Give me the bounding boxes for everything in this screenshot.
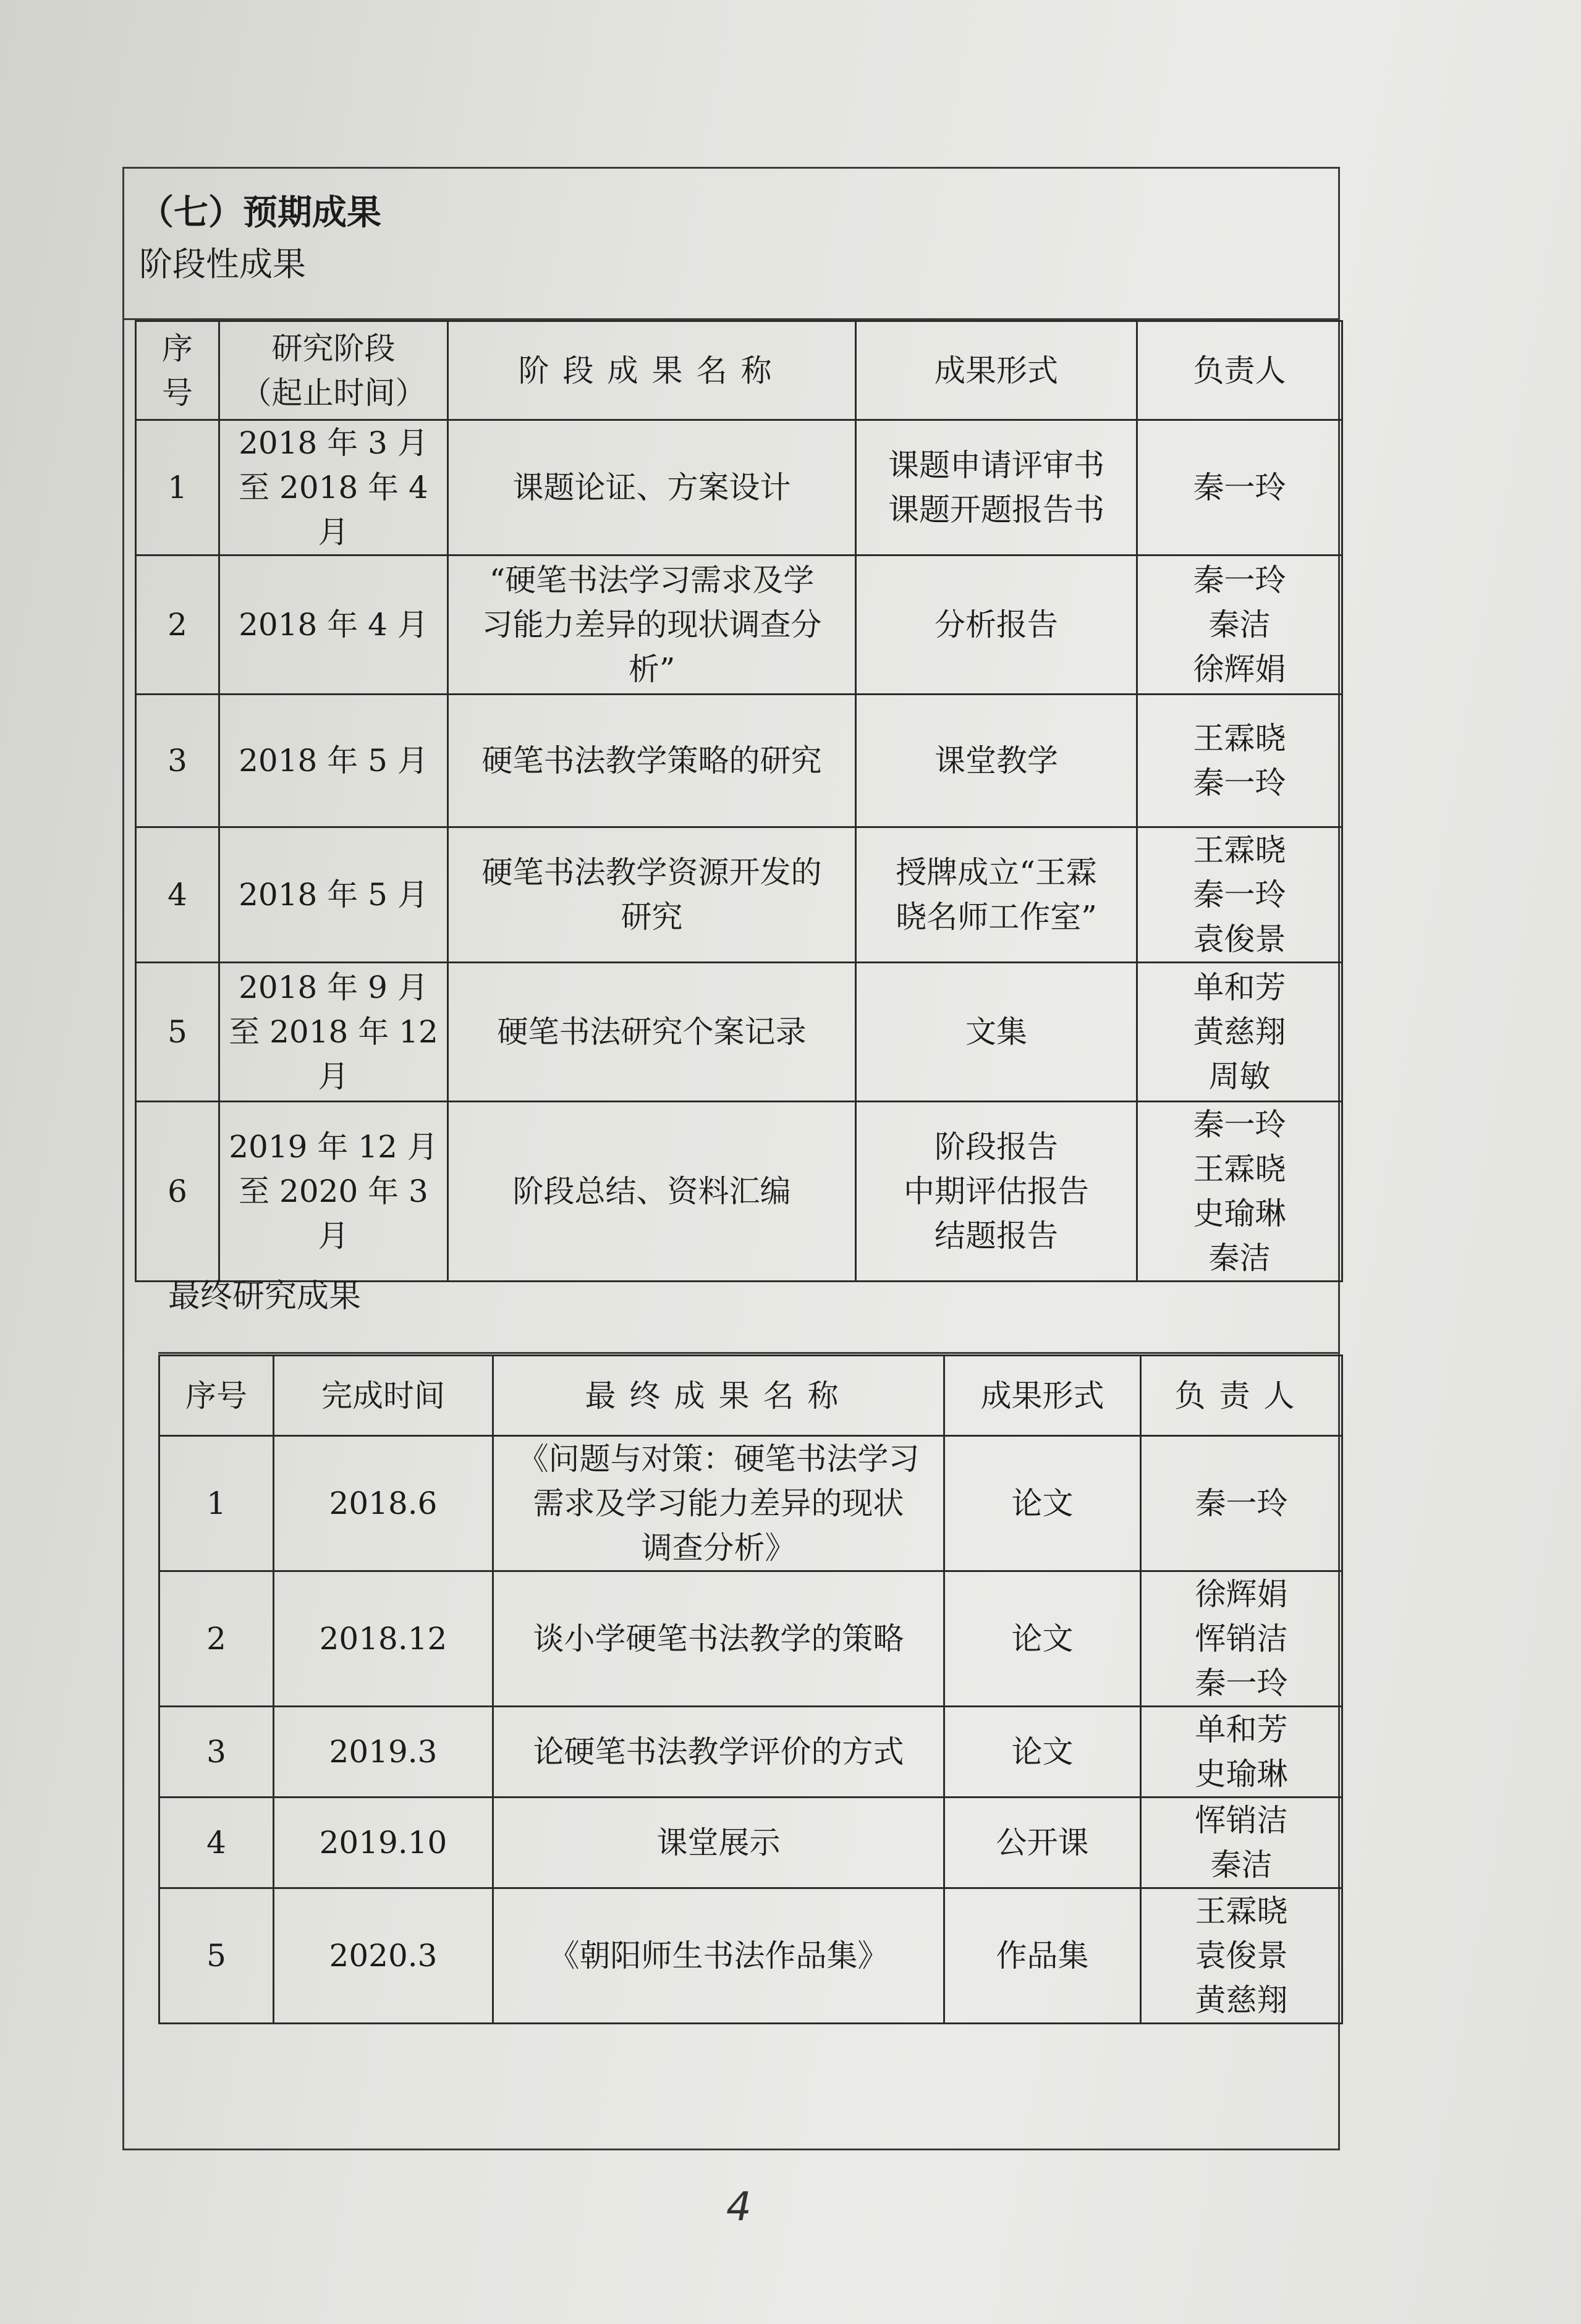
cell-result-name: “硬笔书法学习需求及学 习能力差异的现状调查分 析” [448, 556, 856, 695]
table-row [159, 1707, 1342, 1798]
header-result-form: 成果形式 [944, 1356, 1141, 1436]
cell-period: 2018 年 5 月 [219, 827, 448, 963]
cell-result-name: 硬笔书法教学策略的研究 [448, 695, 856, 827]
cell-result-form: 课题申请评审书 课题开题报告书 [856, 420, 1137, 556]
table-row [136, 963, 1342, 1102]
cell-owner: 秦一玲 秦洁 徐辉娟 [1137, 556, 1342, 695]
table-row [159, 1436, 1342, 1571]
cell-result-name: 谈小学硬笔书法教学的策略 [493, 1571, 944, 1707]
cell-owner: 秦一玲 王霖晓 史瑜琳 秦洁 [1137, 1102, 1342, 1282]
cell-period: 2018 年 9 月 至 2018 年 12 月 [219, 963, 448, 1102]
cell-seq: 5 [136, 963, 219, 1102]
cell-result-name: 《朝阳师生书法作品集》 [493, 1888, 944, 2024]
cell-date: 2019.10 [274, 1798, 493, 1888]
header-period: 研究阶段 （起止时间） [219, 321, 448, 420]
cell-owner: 恽销洁 秦洁 [1141, 1798, 1342, 1888]
cell-seq: 4 [136, 827, 219, 963]
cell-seq: 4 [159, 1798, 274, 1888]
cell-date: 2019.3 [274, 1707, 493, 1798]
table-row [136, 1102, 1342, 1282]
cell-date: 2018.12 [274, 1571, 493, 1707]
table-row [136, 420, 1342, 556]
divider [158, 1352, 1340, 1354]
header-seq: 序号 [159, 1356, 274, 1436]
cell-owner: 秦一玲 [1141, 1436, 1342, 1571]
cell-owner: 单和芳 黄慈翔 周敏 [1137, 963, 1342, 1102]
header-seq: 序 号 [136, 321, 219, 420]
cell-result-name: 阶段总结、资料汇编 [448, 1102, 856, 1282]
cell-result-name: 课题论证、方案设计 [448, 420, 856, 556]
cell-result-name: 课堂展示 [493, 1798, 944, 1888]
cell-seq: 2 [136, 556, 219, 695]
cell-owner: 王霖晓 袁俊景 黄慈翔 [1141, 1888, 1342, 2024]
cell-result-form: 作品集 [944, 1888, 1141, 2024]
stage-results-label: 阶段性成果 [139, 245, 306, 284]
table-row [159, 1571, 1342, 1707]
page-number: 4 [726, 2184, 752, 2230]
cell-seq: 5 [159, 1888, 274, 2024]
cell-result-name: 《问题与对策：硬笔书法学习 需求及学习能力差异的现状 调查分析》 [493, 1436, 944, 1571]
cell-result-form: 阶段报告 中期评估报告 结题报告 [856, 1102, 1137, 1282]
table-header-row [136, 321, 1342, 420]
cell-result-form: 论文 [944, 1571, 1141, 1707]
cell-result-form: 课堂教学 [856, 695, 1137, 827]
cell-result-form: 论文 [944, 1707, 1141, 1798]
cell-seq: 1 [159, 1436, 274, 1571]
cell-seq: 3 [136, 695, 219, 827]
cell-seq: 1 [136, 420, 219, 556]
cell-date: 2020.3 [274, 1888, 493, 2024]
cell-result-form: 论文 [944, 1436, 1141, 1571]
header-owner: 负责人 [1141, 1356, 1342, 1436]
cell-seq: 6 [136, 1102, 219, 1282]
cell-result-name: 硬笔书法教学资源开发的 研究 [448, 827, 856, 963]
header-result-name: 阶段成果名称 [448, 321, 856, 420]
final-results-label: 最终研究成果 [168, 1278, 362, 1315]
table-row [159, 1798, 1342, 1888]
table-row [159, 1888, 1342, 2024]
cell-period: 2019 年 12 月 至 2020 年 3 月 [219, 1102, 448, 1282]
final-results-table [158, 1354, 1343, 2024]
cell-period: 2018 年 5 月 [219, 695, 448, 827]
header-date: 完成时间 [274, 1356, 493, 1436]
cell-date: 2018.6 [274, 1436, 493, 1571]
header-result-form: 成果形式 [856, 321, 1137, 420]
cell-owner: 秦一玲 [1137, 420, 1342, 556]
cell-seq: 3 [159, 1707, 274, 1798]
table-header-row [159, 1356, 1342, 1436]
cell-result-name: 论硬笔书法教学评价的方式 [493, 1707, 944, 1798]
stage-results-table [135, 320, 1343, 1282]
cell-owner: 徐辉娟 恽销洁 秦一玲 [1141, 1571, 1342, 1707]
cell-result-form: 分析报告 [856, 556, 1137, 695]
cell-owner: 单和芳 史瑜琳 [1141, 1707, 1342, 1798]
cell-period: 2018 年 3 月 至 2018 年 4 月 [219, 420, 448, 556]
cell-owner: 王霖晓 秦一玲 袁俊景 [1137, 827, 1342, 963]
cell-result-form: 授牌成立“王霖 晓名师工作室” [856, 827, 1137, 963]
cell-result-form: 文集 [856, 963, 1137, 1102]
cell-result-name: 硬笔书法研究个案记录 [448, 963, 856, 1102]
table-row [136, 695, 1342, 827]
cell-owner: 王霖晓 秦一玲 [1137, 695, 1342, 827]
cell-period: 2018 年 4 月 [219, 556, 448, 695]
section-title: （七）预期成果 [139, 192, 381, 233]
header-result-name: 最终成果名称 [493, 1356, 944, 1436]
header-owner: 负责人 [1137, 321, 1342, 420]
cell-result-form: 公开课 [944, 1798, 1141, 1888]
cell-seq: 2 [159, 1571, 274, 1707]
table-row [136, 556, 1342, 695]
table-row [136, 827, 1342, 963]
